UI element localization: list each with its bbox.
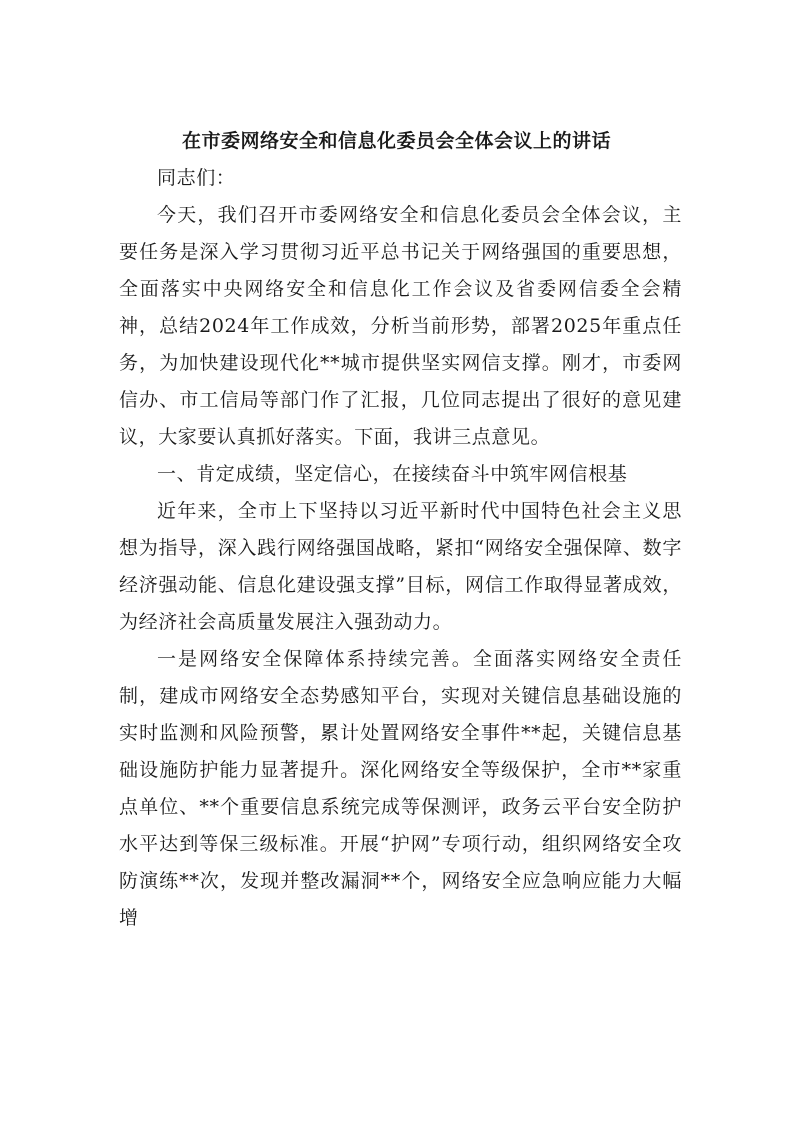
document-body — [119, 160, 682, 937]
paragraph-security: 一是网络安全保障体系持续完善。全面落实网络安全责任制，建成市网络安全态势感知平台，实现对关键信息基础设施的实时监测和风险预警，累计处置网络安全事件**起，关键信息基础设施防护能力显著提升。深化网络安全等级保护，全市**家重点单位、**个重要信息系统完成等保测评，政务云平台安全防护水平达到等保三级标准。开展“护网”专项行动，组织网络安全攻防演练**次，发现并整改漏洞**个，网络安全应急响应能力大幅增 — [119, 648, 682, 929]
paragraph-intro: 今天，我们召开市委网络安全和信息化委员会全体会议，主要任务是深入学习贯彻习近平总书记关于网络强国的重要思想，全面落实中央网络安全和信息化工作会议及省委网信委全会精神，总结2024年工作成效，分析当前形势，部署2025年重点任务，为加快建设现代化**城市提供坚实网信支撑。刚才，市委网信办、市工信局等部门作了汇报，几位同志提出了很好的意见建议，大家要认真抓好落实。下面，我讲三点意见。 — [119, 204, 682, 448]
paragraph-overview: 近年来，全市上下坚持以习近平新时代中国特色社会主义思想为指导，深入践行网络强国战略，紧扣“网络安全强保障、数字经济强动能、信息化建设强支撑”目标，网信工作取得显著成效，为经济社会高质量发展注入强劲动力。 — [119, 500, 682, 633]
document-title: 在市委网络安全和信息化委员会全体会议上的讲话 — [181, 130, 611, 152]
salutation: 同志们： — [157, 167, 236, 189]
section-heading-1: 一、肯定成绩，坚定信心，在接续奋斗中筑牢网信根基 — [157, 463, 628, 485]
